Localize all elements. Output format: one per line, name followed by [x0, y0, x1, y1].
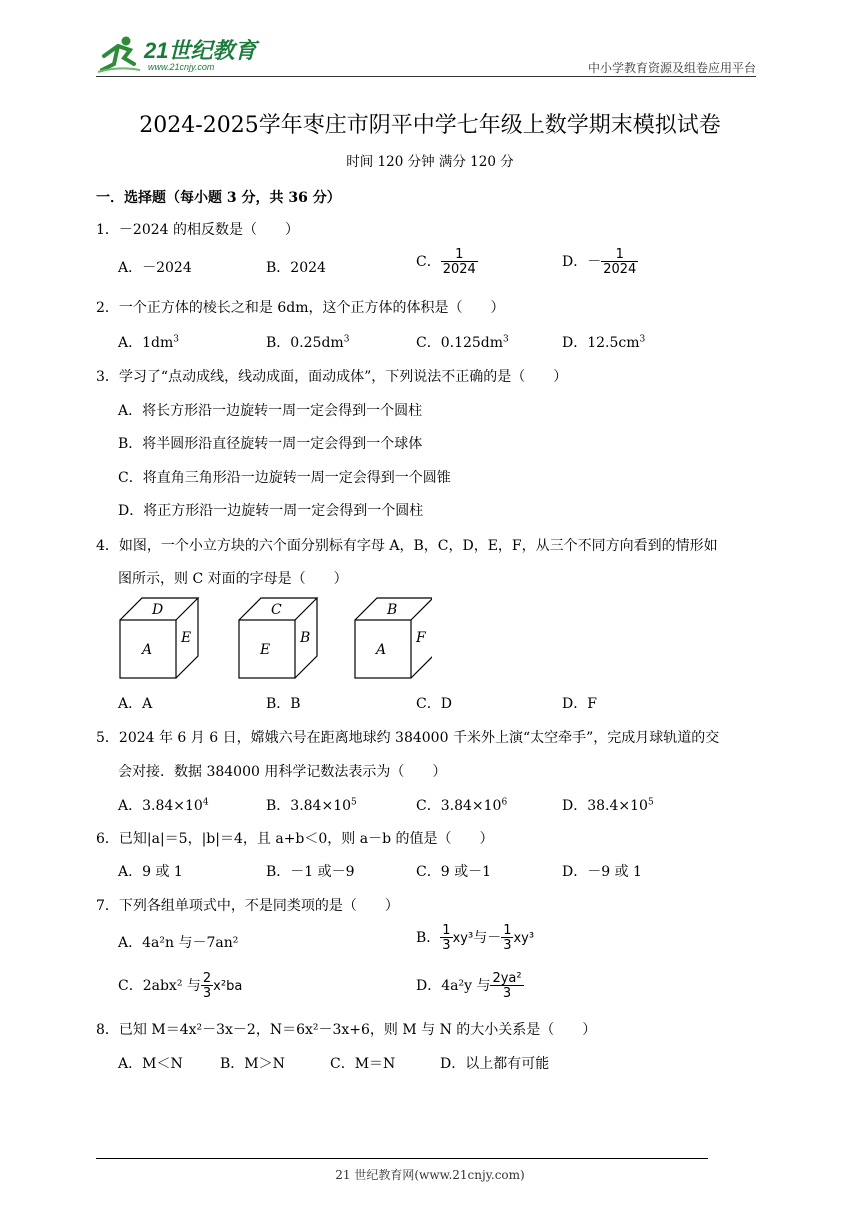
- question-5-stem: 5．2024 年 6 月 6 日，嫦娥六号在距离地球约 384000 千米外上演“太空牵手”，完成月球轨道的交: [96, 730, 720, 746]
- cube-3-side-label: F: [416, 630, 426, 646]
- fraction: [440, 924, 452, 952]
- denominator: 3: [490, 985, 523, 1000]
- cube-3-front-label: A: [376, 642, 387, 658]
- question-6-stem: 6．已知|a|＝5，|b|＝4，且 a+b＜0，则 a－b 的值是（ ）: [96, 831, 494, 847]
- q8-option-b: B．M＞N: [220, 1056, 285, 1072]
- exponent: 4: [202, 797, 209, 808]
- q7-option-d: [416, 972, 524, 1000]
- numerator: 2: [202, 971, 212, 986]
- exponent: 3: [173, 334, 179, 345]
- q1-option-d-label: D．－: [562, 254, 602, 270]
- q2-option-a: [118, 332, 179, 352]
- header-platform-text: 中小学教育资源及组卷应用平台: [587, 61, 756, 75]
- q5-option-c-text: C．3.84×10: [416, 798, 502, 814]
- q7-option-b: [416, 924, 534, 952]
- q7-option-c-label: C．2abx² 与: [118, 978, 201, 994]
- denominator: 3: [202, 986, 212, 1001]
- q1-option-c-label: C．: [416, 254, 441, 270]
- question-8-stem: 8．已知 M＝4x²－3x－2，N＝6x²－3x+6，则 M 与 N 的大小关系是（ ）: [96, 1022, 597, 1038]
- numerator: 1: [442, 923, 451, 938]
- q5-option-b: [266, 795, 357, 815]
- question-5-stem-cont: 会对接．数据 384000 用科学记数法表示为（ ）: [118, 764, 447, 780]
- cube-1-side-label: E: [181, 630, 192, 646]
- section-heading: 一．选择题（每小题 3 分，共 36 分）: [96, 190, 341, 206]
- exponent: 5: [647, 797, 654, 808]
- q1-option-d: [562, 248, 638, 276]
- question-2-stem: 2．一个正方体的棱长之和是 6dm，这个正方体的体积是（ ）: [96, 300, 505, 316]
- fraction: [201, 972, 213, 1000]
- numerator: 2ya²: [492, 971, 522, 986]
- q6-option-c: C．9 或－1: [416, 864, 491, 880]
- q1-option-c: [416, 248, 478, 276]
- numerator: 1: [615, 247, 624, 262]
- header-divider: [96, 76, 756, 77]
- monomial: xy³: [513, 931, 535, 946]
- question-4-stem-cont: 图所示，则 C 对面的字母是（ ）: [118, 571, 348, 587]
- q2-option-a-text: A．1dm: [118, 335, 174, 351]
- q8-option-d: D．以上都有可能: [440, 1056, 550, 1072]
- q4-option-a: A．A: [118, 696, 153, 712]
- q5-option-d-text: D．38.4×10: [562, 798, 648, 814]
- monomial: x²ba: [213, 979, 243, 994]
- minus-sign: －: [487, 930, 502, 946]
- q2-option-b-text: B．0.25dm: [266, 335, 344, 351]
- q5-option-a-text: A．3.84×10: [118, 798, 203, 814]
- footer-text: 21 世纪教育网(www.21cnjy.com): [335, 1168, 525, 1182]
- fraction: [441, 248, 478, 276]
- q7-option-a: A．4a²n 与－7an²: [118, 935, 239, 951]
- q5-option-b-text: B．3.84×10: [266, 798, 352, 814]
- q3-option-c: C．将直角三角形沿一边旋转一周一定会得到一个圆锥: [118, 470, 451, 486]
- cube-2-front-label: E: [260, 642, 271, 658]
- logo-text: 21世纪教育: [144, 38, 257, 63]
- conjunction: 与: [473, 930, 488, 946]
- q2-option-d-text: D．12.5cm: [562, 335, 640, 351]
- denominator: 2024: [603, 262, 637, 277]
- q2-option-b: [266, 332, 349, 352]
- cube-1-top-label: D: [152, 602, 164, 618]
- page-title: 2024-2025学年枣庄市阴平中学七年级上数学期末模拟试卷: [139, 113, 721, 138]
- q3-option-a: A．将长方形沿一边旋转一周一定会得到一个圆柱: [118, 403, 423, 419]
- exponent: 3: [503, 334, 509, 345]
- q1-option-b: B．2024: [266, 260, 326, 276]
- cube-3-top-label: B: [387, 602, 398, 618]
- cube-1-front-label: A: [142, 642, 153, 658]
- q8-option-c: C．M＝N: [330, 1056, 396, 1072]
- question-3-stem: 3．学习了“点动成线，线动成面，面动成体”，下列说法不正确的是（ ）: [96, 369, 568, 385]
- q4-option-b: B．B: [266, 696, 301, 712]
- q2-option-c: [416, 332, 509, 352]
- q7-option-c: [118, 972, 242, 1000]
- exam-info: 时间 120 分钟 满分 120 分: [346, 154, 514, 170]
- logo-url: www.21cnjy.com: [148, 62, 215, 72]
- logo: [96, 32, 266, 76]
- exponent: 5: [351, 797, 357, 808]
- exponent: 3: [639, 334, 646, 345]
- question-7-stem: 7．下列各组单项式中，不是同类项的是（ ）: [96, 898, 399, 914]
- cube-2-side-label: B: [300, 630, 311, 646]
- denominator: 2024: [442, 262, 476, 277]
- q4-option-d: D．F: [562, 696, 597, 712]
- runner-logo-icon: [96, 34, 142, 74]
- q7-option-b-label: B．: [416, 930, 441, 946]
- fraction: [501, 924, 513, 952]
- cube-2-top-label: C: [271, 602, 282, 618]
- q6-option-d: D．－9 或 1: [562, 864, 642, 880]
- q1-option-a: A．－2024: [118, 260, 192, 276]
- q8-option-a: A．M＜N: [118, 1056, 183, 1072]
- numerator: 1: [503, 923, 512, 938]
- cubes-figure: [112, 596, 432, 684]
- q2-option-c-text: C．0.125dm: [416, 335, 504, 351]
- q4-option-c: C．D: [416, 696, 452, 712]
- footer-divider: [96, 1158, 708, 1159]
- q2-option-d: [562, 332, 645, 352]
- denominator: 3: [503, 938, 512, 953]
- denominator: 3: [442, 938, 451, 953]
- q5-option-a: [118, 795, 209, 815]
- q5-option-c: [416, 795, 507, 815]
- q3-option-d: D．将正方形沿一边旋转一周一定会得到一个圆柱: [118, 503, 424, 519]
- exponent: 6: [501, 797, 508, 808]
- fraction: [490, 972, 523, 1000]
- q6-option-a: A．9 或 1: [118, 864, 183, 880]
- numerator: 1: [455, 247, 464, 262]
- monomial: xy³: [452, 931, 474, 946]
- question-4-stem: 4．如图，一个小立方块的六个面分别标有字母 A，B，C，D，E，F，从三个不同方向看到的情形如: [96, 538, 718, 554]
- exponent: 3: [343, 334, 350, 345]
- q3-option-b: B．将半圆形沿直径旋转一周一定会得到一个球体: [118, 436, 423, 452]
- fraction: [601, 248, 638, 276]
- q7-option-d-label: D．4a²y 与: [416, 978, 491, 994]
- question-1-stem: 1．－2024 的相反数是（ ）: [96, 222, 299, 238]
- q6-option-b: B．－1 或－9: [266, 864, 355, 880]
- q5-option-d: [562, 795, 654, 815]
